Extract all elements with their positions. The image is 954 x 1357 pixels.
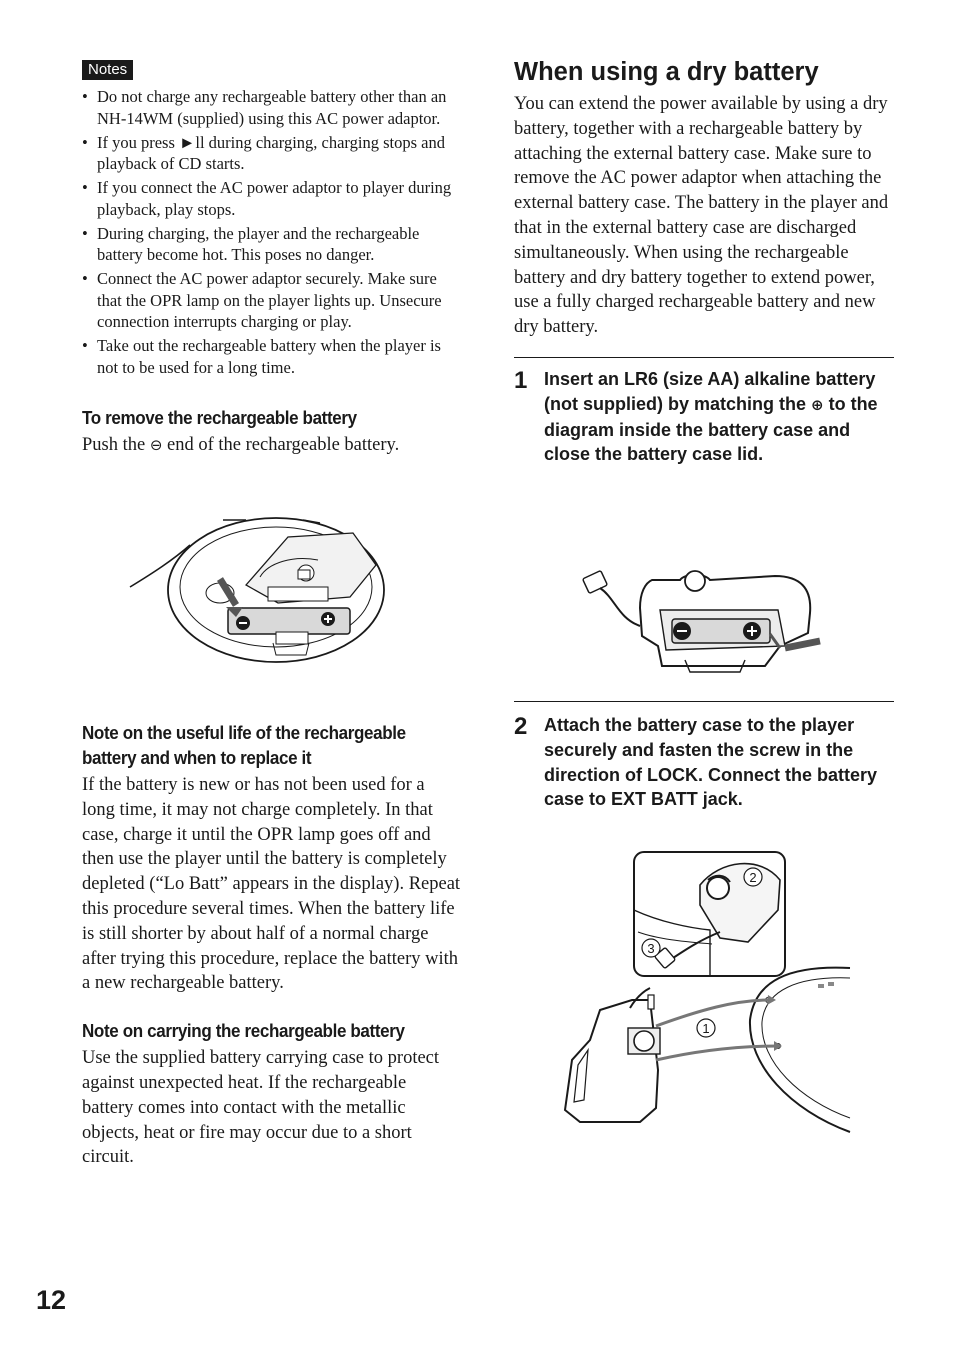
remove-battery-illustration [128,515,393,670]
note-text: Do not charge any rechargeable battery other than an NH-14WM (supplied) using this AC power adaptor. [97,87,447,128]
right-column [514,56,896,467]
step-text: Attach the battery case to the player securely and fasten the screw in the direction of LOCK. Connect the battery case to EXT BATT jack. [544,715,878,810]
left-column-lower [82,720,462,1170]
dry-battery-body: You can extend the power available by using a dry battery, together with a rechargeable battery by attaching the external battery case. Make sure to remove the AC power adaptor when attaching the external battery case. The battery in the player and that in the external battery case are discharged simultaneously. When using the rechargeable battery and dry battery together to extend power, use a fully charged rechargeable battery and new dry battery. [514,94,889,338]
step-1-text-before: Insert an LR6 (size AA) alkaline battery (not supplied) by matching the [544,368,876,414]
list-item [82,223,462,266]
step-1 [514,367,896,467]
attach-case-illustration [560,850,850,1140]
bullet: • [82,132,88,152]
carrying-heading: Note on carrying the rechargeable battery [82,1020,405,1042]
list-item [82,132,462,175]
right-column-step2 [514,701,896,812]
useful-life-heading-line1: Note on the useful life of the rechargeable [82,722,406,743]
page-number: 12 [36,1285,67,1315]
bullet: • [82,336,88,355]
bullet: • [82,87,88,106]
useful-life-heading-line2: battery and when to replace it [82,747,312,768]
callout-3: 3 [647,941,655,956]
page-title: When using a dry battery [514,58,819,86]
step-text [544,367,896,467]
insert-battery-illustration [580,568,825,680]
step-number: 2 [514,713,528,740]
carrying-body: Use the supplied battery carrying case to protect against unexpected heat. If the rechargeable battery comes into contact with the metallic objects, heat or fire may occur due to a short circuit. [82,1048,440,1168]
useful-life-body: If the battery is new or has not been used for a long time, it may not charge completely. In that case, charge it until the OPR lamp goes off and then use the player until the battery is completely depleted (“Lo Batt” appears in the display). Repeat this procedure several times. When the battery life is still shorter by about half of a normal charge after trying this procedure, replace the battery with a new rechargeable battery. [82,775,461,994]
step-1-text-after: to the diagram inside the battery case and close the battery case lid. [544,393,878,465]
callout-1: 1 [702,1021,710,1036]
notes-badge: Notes [82,60,133,80]
note-text: If you press ►ll during charging, charging stops and playback of CD starts. [97,132,445,173]
list-item [82,86,462,129]
list-item [82,268,462,333]
left-column [82,60,462,457]
step-number: 1 [514,366,528,394]
remove-text-after: end of the rechargeable battery. [162,434,400,455]
note-text: Take out the rechargeable battery when the player is not to be used for a long time. [97,336,441,377]
list-item [82,335,462,378]
minus-symbol: ⊖ [149,435,163,454]
remove-heading: To remove the rechargeable battery [82,406,357,428]
list-item [82,177,462,220]
note-text: If you connect the AC power adaptor to player during playback, play stops. [97,178,452,219]
note-text: During charging, the player and the rechargeable battery become hot. This poses no danger. [97,223,420,264]
note-text: Connect the AC power adaptor securely. Make sure that the OPR lamp on the player lights up. Unsecure connection interrupts charging or play. [97,269,442,331]
callout-2: 2 [749,870,757,885]
plus-symbol: ⊕ [811,395,824,414]
bullet: • [82,223,88,243]
step-2 [514,713,896,812]
remove-instruction [82,433,462,458]
bullet: • [82,178,88,197]
bullet: • [82,269,88,288]
notes-list [82,86,462,378]
remove-text-before: Push the [82,434,150,455]
